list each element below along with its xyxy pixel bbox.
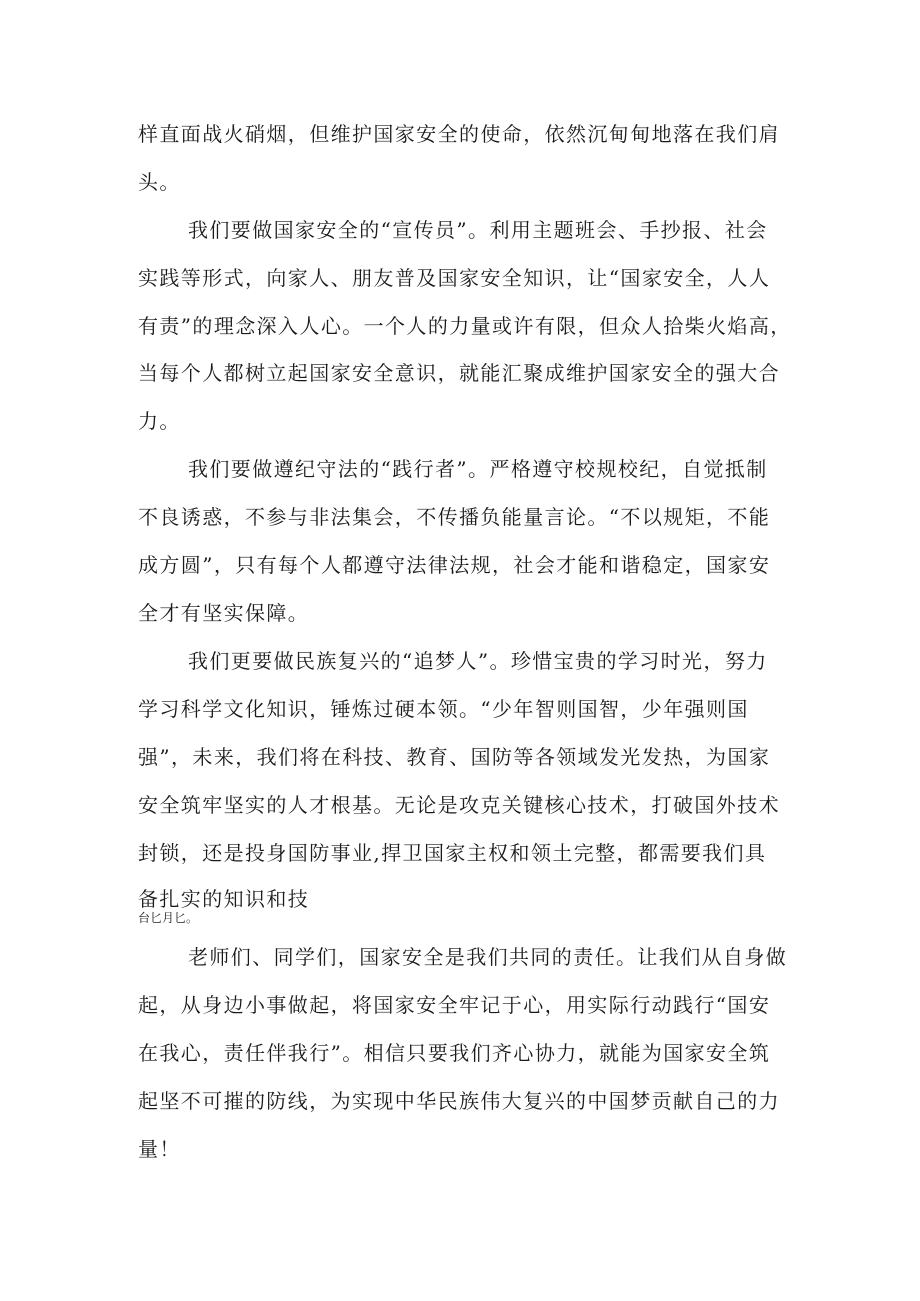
text-line: 当每个人都树立起国家安全意识，就能汇聚成维护国家安全的强大合 [138, 361, 780, 385]
text-line: 老师们、同学们，国家安全是我们共同的责任。让我们从自身做 [188, 945, 788, 969]
text-fragment: 台匕月匕。 [138, 911, 199, 925]
text-line: 安全筑牢坚实的人才根基。无论是攻克关键核心技术，打破国外技术 [138, 793, 780, 817]
text-line: 头。 [138, 170, 181, 194]
text-line: 在我心，责任伴我行”。相信只要我们齐心协力，就能为国家安全筑 [138, 1041, 771, 1065]
text-line: 我们要做国家安全的“宣传员”。利用主题班会、手抄报、社会 [188, 218, 768, 242]
text-line: 力。 [138, 409, 181, 433]
text-line: 全才有坚实保障。 [138, 601, 310, 625]
text-line: 有责”的理念深入人心。一个人的力量或许有限，但众人拾柴火焰高， [138, 314, 792, 338]
text-line: 起坚不可摧的防线，为实现中华民族伟大复兴的中国梦贡献自己的力 [138, 1089, 780, 1113]
text-line: 样直面战火硝烟，但维护国家安全的使命，依然沉甸甸地落在我们肩 [138, 122, 780, 146]
text-line: 起，从身边小事做起，将国家安全牢记于心，用实际行动践行“国安 [138, 993, 771, 1017]
text-line: 我们更要做民族复兴的“追梦人”。珍惜宝贵的学习时光，努力 [188, 649, 768, 673]
text-line: 量！ [138, 1137, 181, 1161]
text-line: 封锁，还是投身国防事业,捍卫国家主权和领土完整，都需要我们具 [138, 841, 767, 865]
text-line: 备扎实的知识和技 [138, 887, 310, 911]
text-line: 学习科学文化知识，锤炼过硬本领。“少年智则国智，少年强则国 [138, 697, 749, 721]
text-line: 我们要做遵纪守法的“践行者”。严格遵守校规校纪，自觉抵制 [188, 457, 768, 481]
text-line: 不良诱惑，不参与非法集会，不传播负能量言论。“不以规矩，不能 [138, 505, 771, 529]
text-line: 成方圆”，只有每个人都遵守法律法规，社会才能和谐稳定，国家安 [138, 553, 771, 577]
text-line: 强”，未来，我们将在科技、教育、国防等各领域发光发热，为国家 [138, 745, 771, 769]
text-line: 实践等形式，向家人、朋友普及国家安全知识，让“国家安全，人人 [138, 266, 771, 290]
